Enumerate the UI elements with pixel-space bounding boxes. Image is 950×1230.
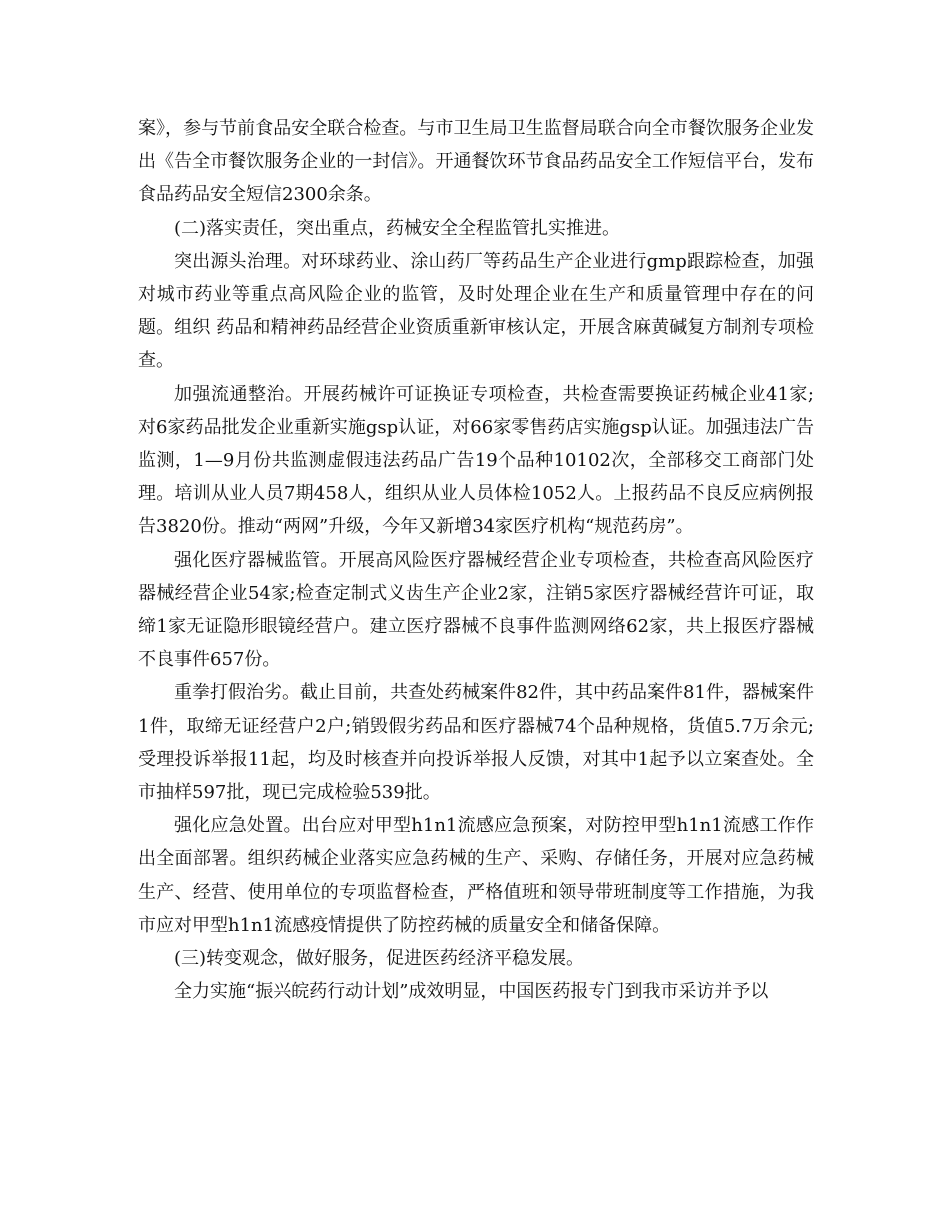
- section-heading-2: (二)落实责任，突出重点，药械安全全程监管扎实推进。: [174, 217, 621, 239]
- paragraph-anti-counterfeit: 重拳打假治劣。截止目前，共查处药械案件82件，其中药品案件81件，器械案件1件，取缔无证经营户2户;销毁假劣药品和医疗器械74个品种规格，货值5.7万余元;受理投诉举报11起，均及时核查并向投诉举报人反馈，对其中1起予以立案查处。全市抽样597批，现已完成检验539批。: [138, 682, 814, 804]
- section-heading-3: (三)转变观念，做好服务，促进医药经济平稳发展。: [174, 948, 585, 970]
- paragraph-source-control: 突出源头治理。对环球药业、涂山药厂等药品生产企业进行gmp跟踪检查，加强对城市药业等重点高风险企业的监管，及时处理企业在生产和质量管理中存在的问题。组织 药品和精神药品经营企业资质重新审核认定，开展含麻黄碱复方制剂专项检查。: [138, 250, 814, 372]
- paragraph-emergency: 强化应急处置。出台应对甲型h1n1流感应急预案，对防控甲型h1n1流感工作作出全面部署。组织药械企业落实应急药械的生产、采购、存储任务，开展对应急药械生产、经营、使用单位的专项监督检查，严格值班和领导带班制度等工作措施，为我市应对甲型h1n1流感疫情提供了防控药械的质量安全和储备保障。: [138, 815, 814, 936]
- paragraph-action-plan: 全力实施“振兴皖药行动计划”成效明显，中国医药报专门到我市采访并予以: [174, 981, 769, 1003]
- document-body: [138, 112, 814, 1008]
- paragraph-1: 案》，参与节前食品安全联合检查。与市卫生局卫生监督局联合向全市餐饮服务企业发出《告全市餐饮服务企业的一封信》。开通餐饮环节食品药品安全工作短信平台，发布食品药品安全短信2300余条。: [138, 118, 814, 206]
- paragraph-medical-devices: 强化医疗器械监管。开展高风险医疗器械经营企业专项检查，共检查高风险医疗器械经营企业54家;检查定制式义齿生产企业2家，注销5家医疗器械经营许可证，取缔1家无证隐形眼镜经营户。建立医疗器械不良事件监测网络62家，共上报医疗器械不良事件657份。: [138, 549, 814, 671]
- paragraph-circulation: 加强流通整治。开展药械许可证换证专项检查，共检查需要换证药械企业41家;对6家药品批发企业重新实施gsp认证，对66家零售药店实施gsp认证。加强违法广告监测，1—9月份共监测虚假违法药品广告19个品种10102次，全部移交工商部门处理。培训从业人员7期458人，组织从业人员体检1052人。上报药品不良反应病例报告3820份。推动“两网”升级，今年又新增34家医疗机构“规范药房”。: [138, 383, 814, 538]
